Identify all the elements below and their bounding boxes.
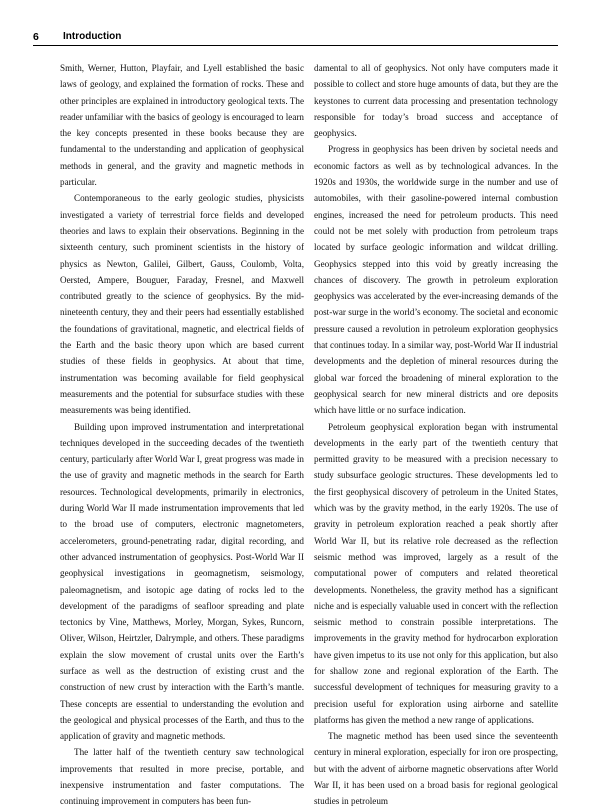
- section-title: Introduction: [63, 31, 122, 42]
- running-header: [33, 29, 558, 45]
- paragraph: The latter half of the twentieth century saw technological improvements that resulted in more precise, portable, and inexpensive instrumentation and faster computations. The continuing improvement in computers has been fun-: [60, 747, 304, 807]
- left-column: [60, 60, 304, 810]
- paragraph: Petroleum geophysical exploration began with instrumental developments in the early part of the twentieth century that permitted gravity to be measured with a precision necessary to study subsurface geologic structures. These developments led to the first geophysical discovery of petroleum in the United States, which was by the gravity method, in the early 1920s. The use of gravity in petroleum exploration reached a peak shortly after World War II, but its relative role decreased as the reflection seismic method was improved, largely as a result of the computational power of computers and related theoretical developments. Nonetheless, the gravity method has a significant niche and is especially valuable used in concert with the reflection seismic method to constrain possible interpretations. The improvements in the gravity method for hydrocarbon exploration have given impetus to its use not only for this application, but also for shallow zone and regional exploration of the Earth. The successful development of techniques for measuring gravity to a precision useful for exploration using airborne and satellite platforms has given the method a new range of applications.: [314, 421, 558, 725]
- paragraph: Contemporaneous to the early geologic studies, physicists investigated a variety of terrestrial force fields and developed theories and laws to explain their observations. Beginning in the sixteenth century, such prominent scientists in the history of physics as Newton, Galilei, Gilbert, Gauss, Coulomb, Volta, Oersted, Ampere, Bouguer, Faraday, Fresnel, and Maxwell contributed greatly to the science of geophysics. By the mid-nineteenth century, they and their peers had essentially established the foundations of gravitational, magnetic, and electrical fields of the Earth and the basic theory upon which are based current studies of these fields in geophysics. At about that time, instrumentation was becoming available for field geophysical measurements and the potential for subsurface studies with these measurements was being identified.: [60, 193, 304, 416]
- paragraph: The magnetic method has been used since the seventeenth century in mineral exploration, especially for iron ore prospecting, but with the advent of airborne magnetic observations after World War II, it has been used on a broad basis for regional geological studies in petroleum: [314, 731, 558, 807]
- paragraph: Building upon improved instrumentation and interpretational techniques developed in the succeeding decades of the twentieth century, particularly after World War I, great progress was made in the use of gravity and magnetic methods in the search for Earth resources. Technological developments, primarily in electronics, during World War II made instrumentation improvements that led to the broad use of computers, electronic magnetometers, accelerometers, ground-penetrating radar, digital recording, and other advanced instrumentation of geophysics. Post-World War II geophysical investigations in geomagnetism, seismology, paleomagnetism, and isotopic age dating of rocks led to the development of the paradigms of seafloor spreading and plate tectonics by Vine, Matthews, Morley, Morgan, Sykes, Runcorn, Oliver, Wilson, Heirtzler, Dalrymple, and others. These paradigms explain the slow movement of crustal units over the Earth’s surface as well as the destruction of existing crust and the construction of new crust by interaction with the Earth’s mantle. These concepts are essential to understanding the evolution and the geological and physical processes of the Earth, and thus to the application of gravity and magnetic methods.: [60, 421, 304, 742]
- paragraph: damental to all of geophysics. Not only have computers made it possible to collect and store huge amounts of data, but they are the keystones to current data processing and presentation technology responsible for today’s broad success and acceptance of geophysics.: [314, 63, 558, 139]
- page-number: 6: [33, 31, 39, 43]
- header-rule: [33, 45, 558, 46]
- paragraph: Progress in geophysics has been driven by societal needs and economic factors as well as by technological advances. In the 1920s and 1930s, the worldwide surge in the number and use of automobiles, with their gasoline-powered internal combustion engines, increased the need for petroleum products. This need could not be met solely with production from petroleum traps located by surface geologic information and wildcat drilling. Geophysics stepped into this void by greatly increasing the chances of discovery. The growth in petroleum exploration geophysics was accelerated by the ever-increasing demands of the post-war surge in the world’s economy. The societal and economic pressure caused a revolution in petroleum exploration geophysics that continues today. In a similar way, post-World War II industrial developments and the depletion of mineral resources during the global war forced the broadening of mineral exploration to the geophysical search for new mineral districts and ore deposits which have little or no surface indication.: [314, 144, 558, 416]
- right-column: [314, 60, 558, 810]
- paragraph: Smith, Werner, Hutton, Playfair, and Lyell established the basic laws of geology, and explained the formation of rocks. These and other principles are explained in introductory geological texts. The reader unfamiliar with the basics of geology is encouraged to learn the key concepts presented in these books because they are fundamental to the understanding and application of geophysical methods in general, and the gravity and magnetic methods in particular.: [60, 63, 304, 188]
